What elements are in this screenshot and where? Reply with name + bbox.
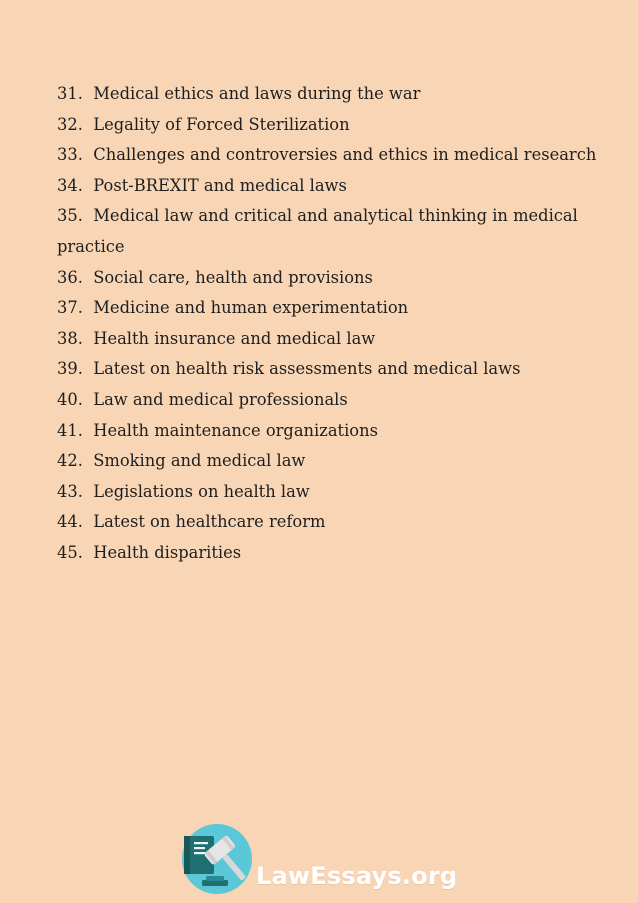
item-text: Medical ethics and laws during the war	[93, 84, 421, 103]
item-number: 39.	[57, 359, 83, 379]
item-number: 34.	[57, 175, 83, 195]
item-number: 37.	[57, 298, 83, 318]
item-text: Legality of Forced Sterilization	[93, 114, 350, 134]
item-text: Health insurance and medical law	[93, 328, 376, 348]
list-item	[57, 171, 617, 202]
item-text: Medicine and human experimentation	[93, 298, 409, 318]
item-number: 43.	[57, 481, 83, 501]
item-text: Latest on health risk assessments and medical laws	[93, 359, 521, 379]
item-text: Medical law and critical and analytical thinking in medical practice	[57, 206, 578, 256]
item-text: Challenges and controversies and ethics in medical research	[93, 145, 597, 165]
item-number: 32.	[57, 114, 83, 134]
book-gavel-icon	[180, 822, 254, 896]
item-number: 36.	[57, 267, 83, 287]
list-item	[57, 477, 617, 508]
item-text: Smoking and medical law	[93, 451, 306, 471]
item-text: Latest on healthcare reform	[93, 512, 326, 532]
item-number: 45.	[57, 542, 83, 562]
item-text: Health disparities	[93, 542, 242, 562]
list-item	[57, 293, 617, 324]
list-item	[57, 416, 617, 447]
item-text: Legislations on health law	[93, 481, 310, 501]
item-number: 38.	[57, 328, 83, 348]
list-item	[57, 507, 617, 538]
item-number: 42.	[57, 451, 83, 471]
list-item	[57, 263, 617, 294]
item-text: Social care, health and provisions	[93, 267, 373, 287]
list-item	[57, 354, 617, 385]
logo-text: LawEssays.org	[256, 862, 458, 890]
item-text: Post-BREXIT and medical laws	[93, 175, 347, 195]
list-item	[57, 140, 617, 171]
list-item	[57, 324, 617, 355]
list-item	[57, 201, 617, 262]
list-item	[57, 110, 617, 141]
item-number: 35.	[57, 206, 83, 226]
item-text: Health maintenance organizations	[93, 420, 378, 440]
item-number: 40.	[57, 389, 83, 409]
list-item	[57, 79, 617, 110]
topic-list	[57, 79, 617, 569]
list-item	[57, 385, 617, 416]
list-item	[57, 446, 617, 477]
item-number: 33.	[57, 145, 83, 165]
item-number: 44.	[57, 512, 83, 532]
site-logo	[180, 822, 458, 903]
item-number: 31.	[57, 84, 83, 103]
item-number: 41.	[57, 420, 83, 440]
item-text: Law and medical professionals	[93, 389, 348, 409]
list-item	[57, 538, 617, 569]
